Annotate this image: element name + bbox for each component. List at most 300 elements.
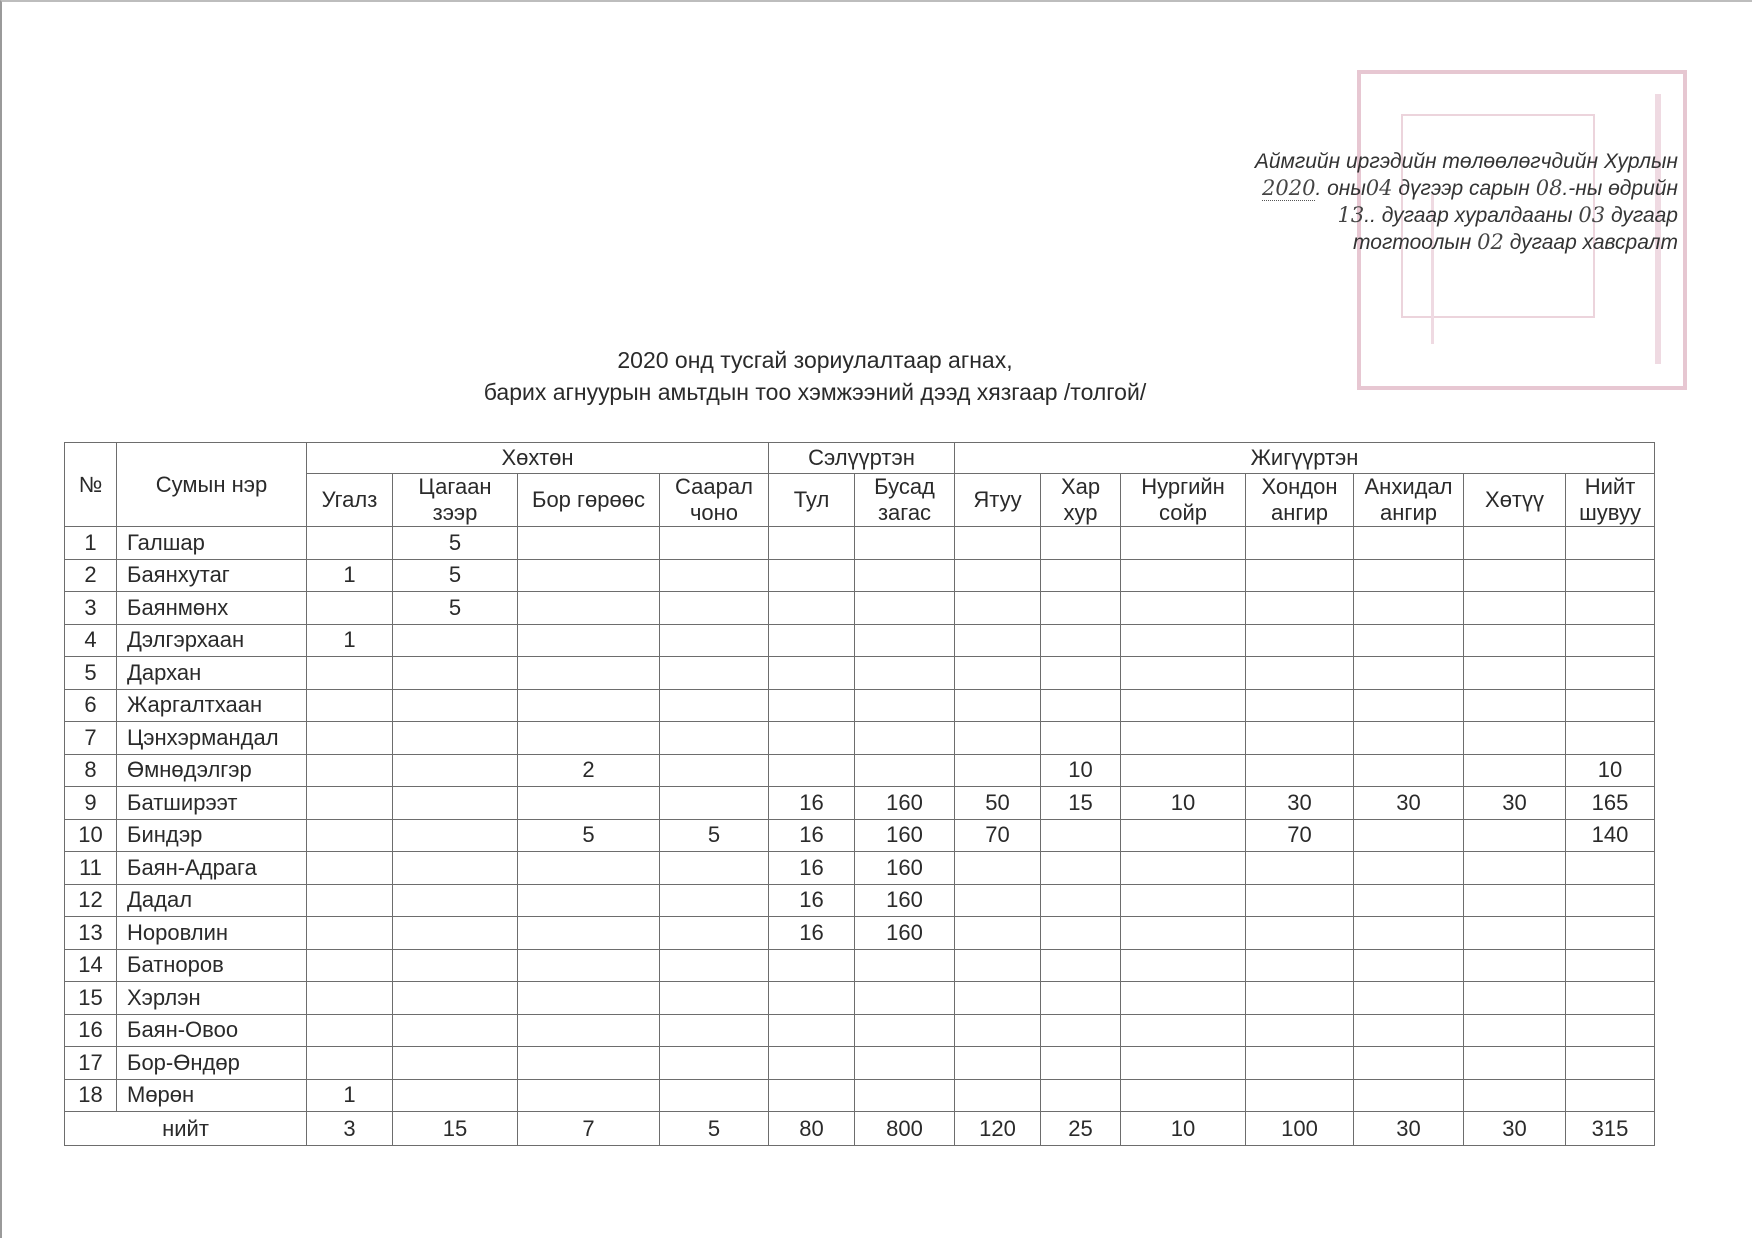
soum-name: Батноров [117,949,307,982]
quota-cell: 15 [1041,787,1121,820]
quota-cell [1566,657,1655,690]
table-row [65,884,1655,917]
quota-cell [518,592,660,625]
approval-line-2: 2020. оны04 дүгээр сарын 08.-ны өдрийн [1261,176,1678,200]
quota-cell [955,884,1041,917]
quota-cell: 5 [393,559,518,592]
quota-cell [1354,559,1464,592]
row-number: 5 [65,657,117,690]
quota-cell [955,1047,1041,1080]
quota-cell [855,559,955,592]
quota-cell [769,949,855,982]
quota-cell: 1 [307,559,393,592]
column-header: Хар хур [1041,474,1121,527]
column-header: Бусад загас [855,474,955,527]
quota-cell [1464,852,1566,885]
quota-cell [1121,624,1246,657]
table-row [65,527,1655,560]
quota-cell: 5 [393,527,518,560]
quota-cell [1464,657,1566,690]
quota-cell [855,1079,955,1112]
table-row [65,787,1655,820]
quota-cell [1354,884,1464,917]
quota-cell [1566,852,1655,885]
quota-cell [518,949,660,982]
quota-cell [1246,949,1354,982]
quota-cell [1121,527,1246,560]
quota-cell: 30 [1464,787,1566,820]
quota-cell [518,852,660,885]
quota-cell [769,559,855,592]
quota-cell [1041,657,1121,690]
quota-cell [769,982,855,1015]
quota-cell: 5 [393,592,518,625]
table-row [65,1079,1655,1112]
table-row [65,982,1655,1015]
quota-cell [769,1079,855,1112]
column-header: Нийт шувуу [1566,474,1655,527]
quota-cell [660,1079,769,1112]
total-cell: 30 [1354,1112,1464,1146]
quota-cell [1041,624,1121,657]
quota-cell [855,527,955,560]
quota-cell [1246,624,1354,657]
document-title [300,344,1330,408]
handwritten-year: 2020 [1261,176,1316,200]
quota-cell: 160 [855,884,955,917]
quota-cell [1246,657,1354,690]
quota-cell: 16 [769,884,855,917]
quota-cell [518,624,660,657]
column-header: Ятуу [955,474,1041,527]
total-cell: 120 [955,1112,1041,1146]
quota-cell [955,527,1041,560]
quota-cell [1121,1079,1246,1112]
table-row [65,657,1655,690]
soum-name: Галшар [117,527,307,560]
quota-cell [1464,1014,1566,1047]
soum-name: Баян-Адрага [117,852,307,885]
quota-cell: 10 [1041,754,1121,787]
quota-cell [1121,852,1246,885]
soum-name: Бор-Өндөр [117,1047,307,1080]
quota-cell [660,949,769,982]
handwritten-session: 13 [1337,203,1365,227]
row-number: 4 [65,624,117,657]
column-header: Саарал чоно [660,474,769,527]
quota-cell [1464,982,1566,1015]
quota-cell [393,722,518,755]
quota-cell [855,1047,955,1080]
quota-cell [1464,1079,1566,1112]
quota-cell [955,624,1041,657]
column-header: Хондон ангир [1246,474,1354,527]
quota-cell [1041,559,1121,592]
quota-cell [1041,1047,1121,1080]
header-number: № [65,443,117,527]
quota-cell [1121,592,1246,625]
soum-name: Батширээт [117,787,307,820]
handwritten-day: 08 [1535,176,1563,200]
quota-cell [518,1079,660,1112]
quota-cell: 70 [955,819,1041,852]
quota-cell [1566,527,1655,560]
quota-cell [660,852,769,885]
quota-cell [1566,722,1655,755]
quota-cell [1041,689,1121,722]
quota-cell [307,852,393,885]
quota-cell [660,624,769,657]
quota-cell [307,982,393,1015]
quota-cell [1246,689,1354,722]
quota-cell [1246,754,1354,787]
total-cell: 315 [1566,1112,1655,1146]
table-row [65,949,1655,982]
quota-cell [955,689,1041,722]
table-row [65,722,1655,755]
quota-cell [393,1079,518,1112]
quota-cell [393,1047,518,1080]
total-cell: 3 [307,1112,393,1146]
group-header-row [65,443,1655,474]
quota-cell [1464,689,1566,722]
quota-cell [1566,1079,1655,1112]
quota-cell [1121,754,1246,787]
quota-cell [307,592,393,625]
column-header: Угалз [307,474,393,527]
quota-cell [1041,1079,1121,1112]
quota-cell [1246,559,1354,592]
quota-cell [955,949,1041,982]
quota-cell [1354,917,1464,950]
approval-line-3: 13.. дугаар хуралдааны 03 дугаар [1337,203,1678,227]
quota-cell [1041,1014,1121,1047]
soum-name: Биндэр [117,819,307,852]
quota-cell [1041,819,1121,852]
quota-cell: 160 [855,819,955,852]
quota-cell [307,722,393,755]
column-header: Анхидал ангир [1354,474,1464,527]
quota-cell [1566,624,1655,657]
total-row [65,1112,1655,1146]
approval-line-4: тогтоолын 02 дугаар хавсралт [1353,230,1678,254]
quota-cell [1566,982,1655,1015]
quota-cell [1464,949,1566,982]
quota-cell [855,982,955,1015]
quota-cell [955,982,1041,1015]
column-header: Тул [769,474,855,527]
quota-cell [307,884,393,917]
total-cell: 25 [1041,1112,1121,1146]
quota-cell [955,722,1041,755]
soum-name: Баянмөнх [117,592,307,625]
quota-cell [1121,657,1246,690]
soum-name: Дэлгэрхаан [117,624,307,657]
quota-cell [1354,819,1464,852]
quota-cell [1354,592,1464,625]
soum-name: Цэнхэрмандал [117,722,307,755]
quota-cell [955,1079,1041,1112]
title-line-2: барих агнуурын амьтдын тоо хэмжээний дээд хязгаар /толгой/ [483,379,1147,405]
quota-cell [1121,722,1246,755]
quota-cell [855,949,955,982]
quota-cell [1041,852,1121,885]
quota-cell [1246,917,1354,950]
quota-cell [1041,527,1121,560]
quota-cell [393,689,518,722]
row-number: 14 [65,949,117,982]
quota-cell [1121,1014,1246,1047]
quota-cell: 140 [1566,819,1655,852]
total-cell: 100 [1246,1112,1354,1146]
quota-cell: 5 [518,819,660,852]
quota-cell [1121,1047,1246,1080]
quota-cell [307,1047,393,1080]
quota-cell [518,722,660,755]
row-number: 1 [65,527,117,560]
quota-cell [660,884,769,917]
quota-cell: 2 [518,754,660,787]
quota-cell [1464,722,1566,755]
column-header: Хөтүү [1464,474,1566,527]
quota-cell [393,657,518,690]
quota-cell [307,819,393,852]
quota-cell [1121,819,1246,852]
quota-cell [1246,852,1354,885]
quota-cell [1354,949,1464,982]
soum-name: Дадал [117,884,307,917]
quota-cell [769,754,855,787]
total-cell: 7 [518,1112,660,1146]
quota-cell [518,527,660,560]
quota-cell [660,657,769,690]
quota-cell [307,754,393,787]
quota-cell: 1 [307,624,393,657]
total-cell: 80 [769,1112,855,1146]
row-number: 17 [65,1047,117,1080]
quota-cell [518,1047,660,1080]
quota-cell [855,754,955,787]
quota-cell [955,559,1041,592]
row-number: 2 [65,559,117,592]
soum-name: Дархан [117,657,307,690]
quota-cell [1121,982,1246,1015]
column-header: Бор гөрөөс [518,474,660,527]
table-row [65,592,1655,625]
quota-cell [1121,559,1246,592]
quota-cell [769,689,855,722]
row-number: 16 [65,1014,117,1047]
quota-cell [769,624,855,657]
soum-name: Норовлин [117,917,307,950]
header-group-fish: Сэлүүртэн [769,443,955,474]
quota-cell [1464,754,1566,787]
quota-cell [955,657,1041,690]
quota-cell [1566,559,1655,592]
quota-cell [1566,592,1655,625]
quota-cell [1246,592,1354,625]
quota-cell [1354,624,1464,657]
row-number: 6 [65,689,117,722]
handwritten-month: 04 [1365,176,1393,200]
row-number: 8 [65,754,117,787]
quota-cell [393,852,518,885]
quota-cell: 165 [1566,787,1655,820]
soum-name: Жаргалтхаан [117,689,307,722]
title-line-1: 2020 онд тусгай зориулалтаар агнах, [617,347,1013,373]
quota-cell: 10 [1566,754,1655,787]
quota-cell [1041,917,1121,950]
quota-cell: 160 [855,917,955,950]
table-row [65,917,1655,950]
quota-cell [660,527,769,560]
quota-cell [393,884,518,917]
soum-name: Баянхутаг [117,559,307,592]
table-row [65,689,1655,722]
quota-cell: 30 [1354,787,1464,820]
soum-name: Баян-Овоо [117,1014,307,1047]
quota-cell [393,1014,518,1047]
quota-cell [1246,1079,1354,1112]
quota-cell [307,949,393,982]
quota-cell [660,754,769,787]
soum-name: Хэрлэн [117,982,307,1015]
quota-cell [1464,527,1566,560]
quota-cell [1121,689,1246,722]
quota-cell [1354,1047,1464,1080]
quota-cell: 1 [307,1079,393,1112]
handwritten-resolution: 03 [1578,203,1606,227]
quota-cell [769,722,855,755]
row-number: 10 [65,819,117,852]
quota-cell: 50 [955,787,1041,820]
quota-cell: 70 [1246,819,1354,852]
quota-cell [769,1014,855,1047]
quota-cell [660,1047,769,1080]
table-row [65,819,1655,852]
table-row [65,852,1655,885]
total-cell: 800 [855,1112,955,1146]
row-number: 18 [65,1079,117,1112]
table-row [65,754,1655,787]
row-number: 13 [65,917,117,950]
quota-cell [1464,917,1566,950]
row-number: 15 [65,982,117,1015]
quota-cell [1121,917,1246,950]
quota-cell [307,1014,393,1047]
table-row [65,624,1655,657]
quota-cell [393,982,518,1015]
quota-cell [393,787,518,820]
quota-cell [518,787,660,820]
quota-cell [769,1047,855,1080]
header-group-mammals: Хөхтөн [307,443,769,474]
total-cell: 10 [1121,1112,1246,1146]
quota-cell [660,559,769,592]
quota-cell: 16 [769,852,855,885]
row-number: 3 [65,592,117,625]
quota-cell [518,559,660,592]
table-row [65,1047,1655,1080]
quota-cell: 160 [855,852,955,885]
quota-cell [1246,1014,1354,1047]
quota-cell [660,1014,769,1047]
quota-cell [307,689,393,722]
quota-cell [307,917,393,950]
table-row [65,559,1655,592]
approval-line-1: Аймгийн иргэдийн төлөөлөгчдийн Хурлын [1254,150,1678,173]
quota-cell [1121,884,1246,917]
quota-cell [955,1014,1041,1047]
quota-cell [1464,592,1566,625]
soum-name: Мөрөн [117,1079,307,1112]
approval-note [1118,148,1678,256]
quota-cell [1464,1047,1566,1080]
quota-cell [1246,1047,1354,1080]
quota-cell: 16 [769,917,855,950]
total-label: нийт [65,1112,307,1146]
table-row [65,1014,1655,1047]
row-number: 9 [65,787,117,820]
quota-cell [393,819,518,852]
column-header: Нургийн сойр [1121,474,1246,527]
quota-cell [1246,722,1354,755]
quota-cell [1354,754,1464,787]
quota-cell [518,1014,660,1047]
quota-cell [955,917,1041,950]
quota-cell [660,689,769,722]
quota-cell [307,527,393,560]
handwritten-annex: 02 [1477,230,1504,254]
quota-cell [518,884,660,917]
quota-cell [1246,982,1354,1015]
row-number: 7 [65,722,117,755]
quota-cell [1354,689,1464,722]
quota-cell [1566,884,1655,917]
quota-cell [1354,657,1464,690]
quota-cell [660,722,769,755]
quota-cell [1464,559,1566,592]
quota-cell [1464,884,1566,917]
quota-cell [1354,852,1464,885]
quota-cell [660,917,769,950]
quota-cell [393,917,518,950]
quota-cell [769,657,855,690]
quota-cell [855,689,955,722]
quota-cell [1041,982,1121,1015]
quota-cell [1566,1014,1655,1047]
quota-cell [855,657,955,690]
quota-cell [518,689,660,722]
total-cell: 5 [660,1112,769,1146]
quota-cell [518,982,660,1015]
quota-cell [1246,527,1354,560]
quota-cell [518,657,660,690]
quota-cell [855,624,955,657]
quota-cell [769,527,855,560]
quota-cell [855,592,955,625]
quota-cell [955,592,1041,625]
quota-cell [1464,624,1566,657]
quota-cell [1566,1047,1655,1080]
quota-cell [1354,982,1464,1015]
total-cell: 30 [1464,1112,1566,1146]
quota-cell [955,754,1041,787]
quota-cell [769,592,855,625]
quota-cell [1464,819,1566,852]
quota-cell: 30 [1246,787,1354,820]
row-number: 11 [65,852,117,885]
